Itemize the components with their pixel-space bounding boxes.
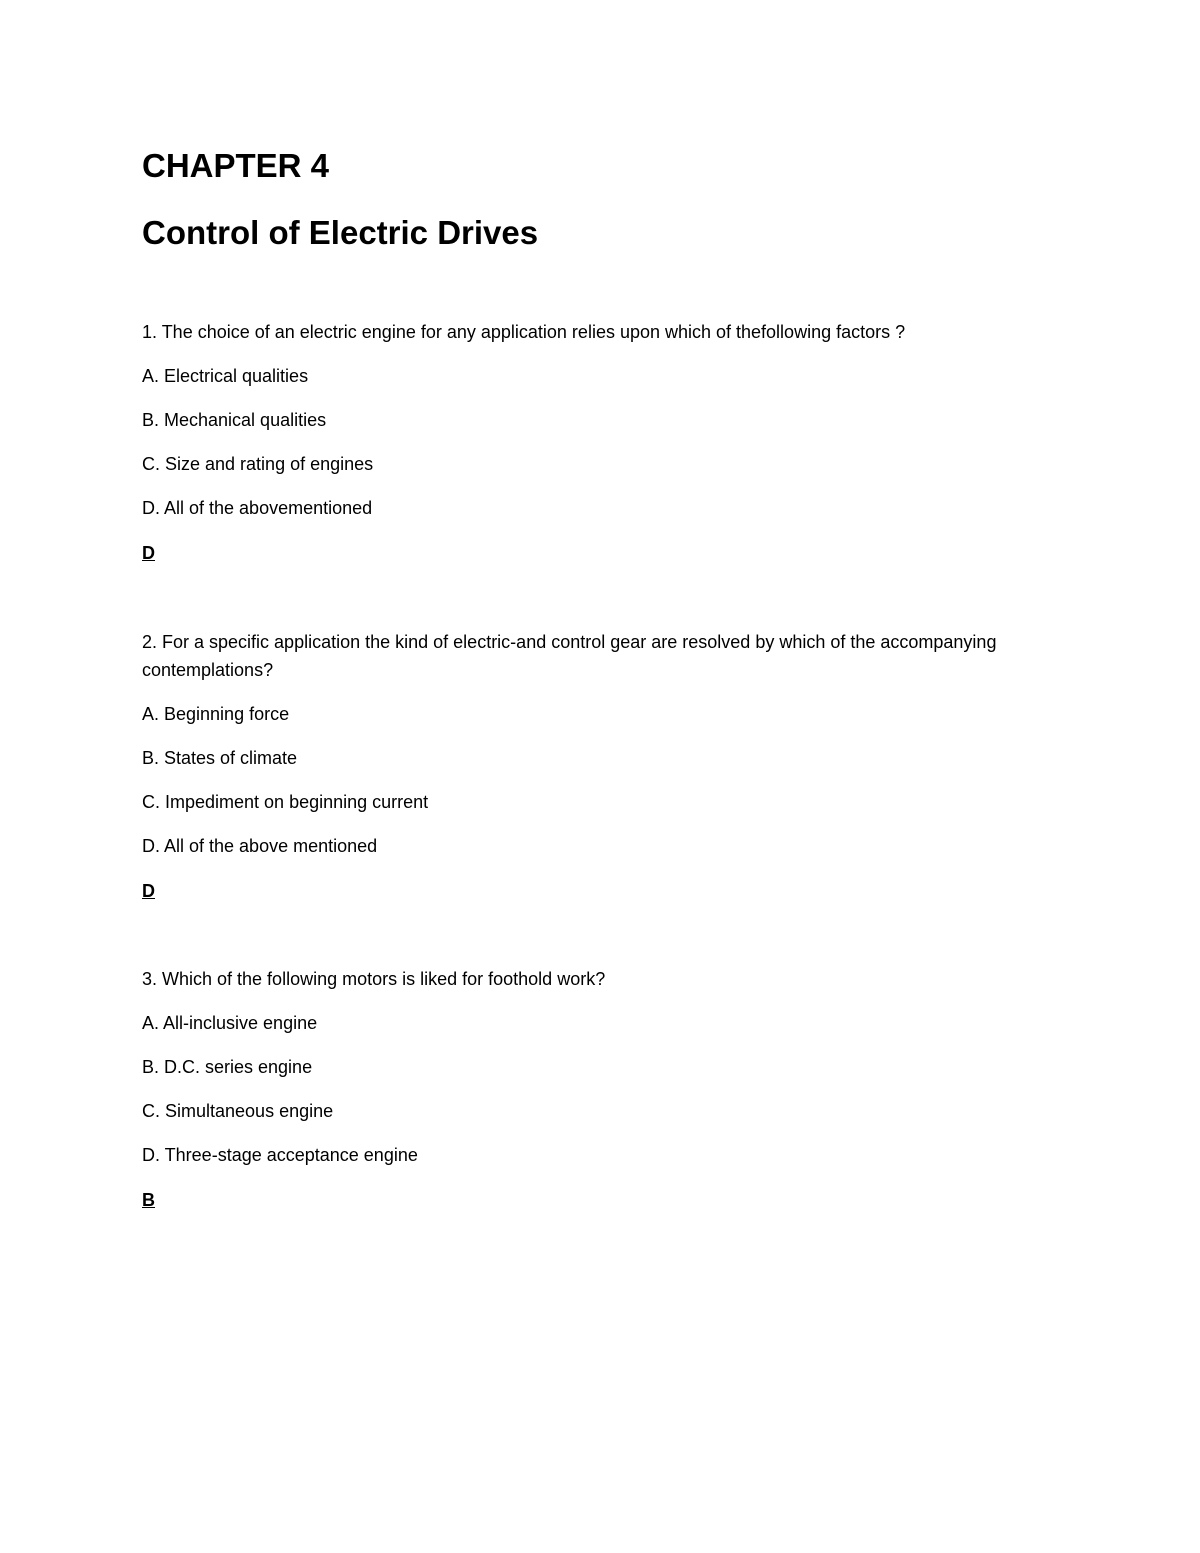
option-a: A. All-inclusive engine	[142, 1013, 318, 1033]
option-d: D. Three-stage acceptance engine	[142, 1145, 418, 1165]
option-c: C. Impediment on beginning current	[142, 792, 429, 812]
option-d: D. All of the abovementioned	[142, 498, 373, 518]
answer-key: D	[142, 881, 155, 901]
chapter-heading: CHAPTER 4	[142, 147, 330, 184]
answer-key: B	[142, 1190, 155, 1210]
question-block-1	[142, 318, 1022, 567]
option-d: D. All of the above mentioned	[142, 836, 378, 856]
question-block-3	[142, 965, 1022, 1214]
option-c: C. Size and rating of engines	[142, 454, 374, 474]
question-text: 3. Which of the following motors is liked for foothold work?	[142, 969, 606, 989]
option-b: B. D.C. series engine	[142, 1057, 313, 1077]
question-text: 2. For a specific application the kind of electric-and control gear are resolved by which of the accompanying contemplations?	[142, 632, 997, 680]
chapter-title: Control of Electric Drives	[142, 214, 539, 251]
option-a: A. Beginning force	[142, 704, 290, 724]
option-b: B. States of climate	[142, 748, 298, 768]
option-c: C. Simultaneous engine	[142, 1101, 334, 1121]
answer-key: D	[142, 543, 155, 563]
option-a: A. Electrical qualities	[142, 366, 309, 386]
question-block-2	[142, 628, 1022, 905]
question-text: 1. The choice of an electric engine for any application relies upon which of thefollowing factors ?	[142, 322, 906, 342]
option-b: B. Mechanical qualities	[142, 410, 327, 430]
